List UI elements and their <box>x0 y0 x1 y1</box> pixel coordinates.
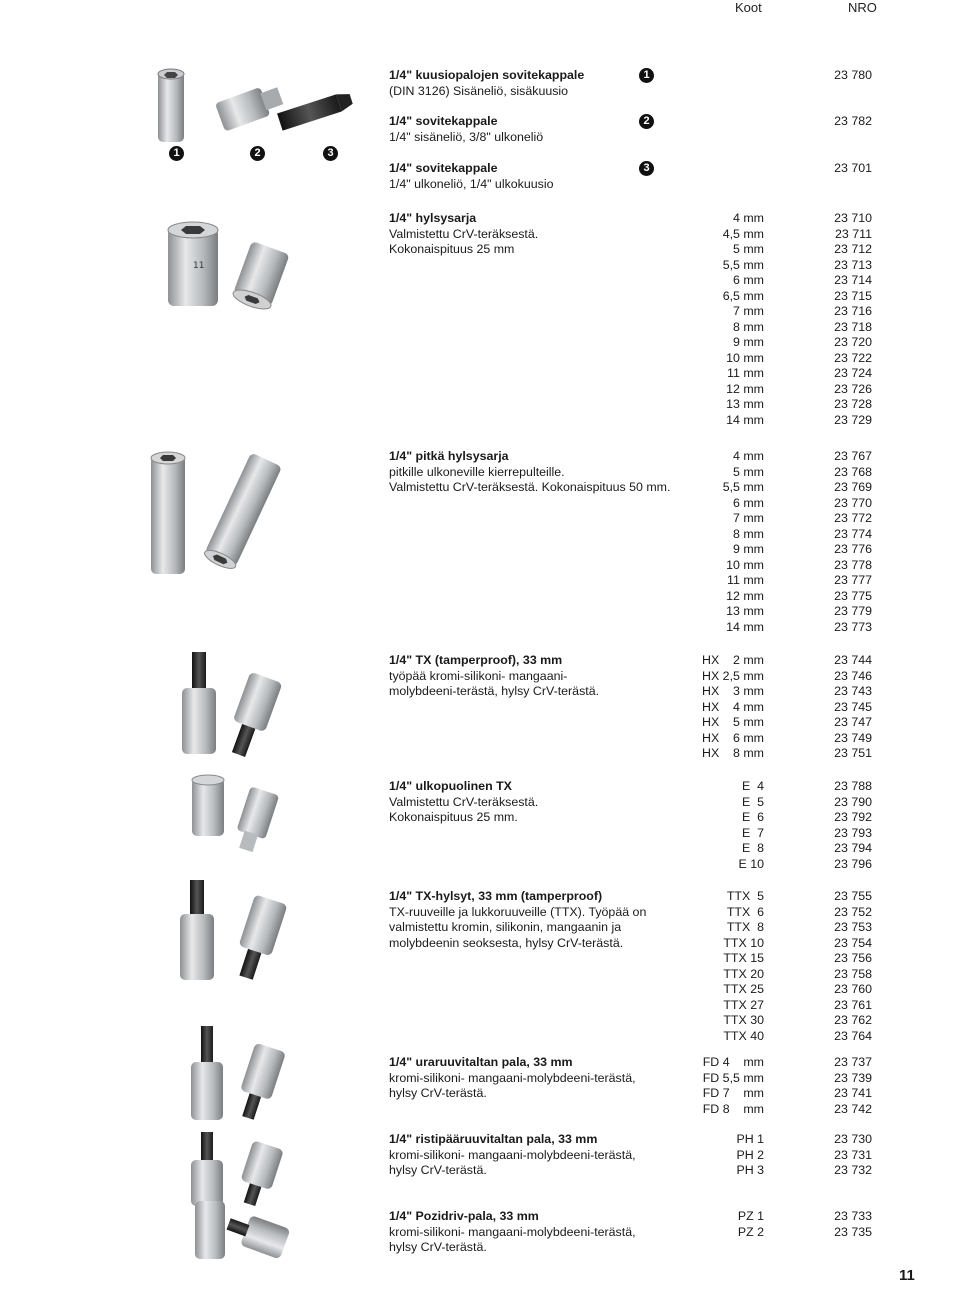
size-cell: 13 mm <box>726 604 764 618</box>
nro-cell: 23 776 <box>834 542 872 556</box>
size-cell: 9 mm <box>733 542 764 556</box>
section-ristipaa-sizes <box>680 1132 764 1179</box>
size-cell: 8 mm <box>733 319 764 334</box>
size-cell: 4 mm <box>733 449 764 463</box>
section-pozidriv-nros <box>800 1209 872 1240</box>
nro-cell: 23 745 <box>834 699 872 714</box>
section-ura-desc <box>389 1055 689 1102</box>
nro-cell: 23 714 <box>834 273 872 287</box>
size-cell: PH 3 <box>736 1163 764 1177</box>
section-tx-tamper-desc <box>389 653 689 700</box>
adapter-3-badge: 3 <box>639 161 654 176</box>
size-cell: 6,5 mm <box>722 288 764 303</box>
size-cell: 10 mm <box>726 350 764 365</box>
section-line: työpää kromi-silikoni- mangaani- <box>389 668 568 683</box>
size-cell: 5,5 mm <box>722 257 764 272</box>
size-cell: HX 2 mm <box>702 653 764 667</box>
section-line: hylsy CrV-terästä. <box>389 1240 487 1254</box>
size-cell: TTX 40 <box>723 1028 764 1043</box>
section-line: molybdeenin seoksesta, hylsy CrV-terästä. <box>389 935 624 950</box>
nro-cell: 23 732 <box>834 1163 872 1177</box>
size-cell: HX 2,5 mm <box>702 668 764 683</box>
size-cell: FD 8 mm <box>702 1101 764 1116</box>
socket-photo <box>162 218 312 313</box>
nro-cell: 23 775 <box>834 588 872 603</box>
column-header-koot: Koot <box>735 0 762 15</box>
nro-cell: 23 773 <box>834 619 872 634</box>
nro-cell: 23 720 <box>834 335 872 349</box>
size-cell: 7 mm <box>733 304 764 318</box>
section-title: 1/4" TX (tamperproof), 33 mm <box>389 653 563 667</box>
nro-cell: 23 742 <box>834 1101 872 1116</box>
section-line: kromi-silikoni- mangaani-molybdeeni-terästä, <box>389 1224 636 1239</box>
adapter-3-title: 1/4" sovitekappale <box>389 161 498 175</box>
nro-cell: 23 764 <box>834 1028 872 1043</box>
size-cell: HX 5 mm <box>702 715 764 729</box>
nro-cell: 23 753 <box>834 920 872 934</box>
socket-size-label: 11 <box>193 261 205 271</box>
nro-cell: 23 716 <box>834 304 872 318</box>
section-hylsysarja-desc <box>389 211 689 258</box>
size-cell: 5 mm <box>733 464 764 479</box>
nro-cell: 23 718 <box>834 319 872 334</box>
size-cell: 11 mm <box>727 366 764 380</box>
page-number: 11 <box>899 1267 915 1284</box>
nro-cell: 23 774 <box>834 526 872 541</box>
section-title: 1/4" ristipääruuvitaltan pala, 33 mm <box>389 1132 598 1146</box>
size-cell: TTX 20 <box>723 966 764 981</box>
adapter-3-nro: 23 701 <box>834 161 872 175</box>
section-line: Valmistettu CrV-teräksestä. <box>389 794 539 809</box>
nro-cell: 23 715 <box>834 288 872 303</box>
size-cell: HX 4 mm <box>702 699 764 714</box>
size-cell: 14 mm <box>726 619 764 634</box>
nro-cell: 23 790 <box>834 794 872 809</box>
size-cell: TTX 5 <box>726 889 764 903</box>
badge-2: 2 <box>250 146 265 161</box>
nro-cell: 23 735 <box>834 1224 872 1239</box>
nro-cell: 23 713 <box>834 257 872 272</box>
size-cell: PH 2 <box>736 1147 764 1162</box>
nro-cell: 23 739 <box>834 1070 872 1085</box>
section-line: kromi-silikoni- mangaani-molybdeeni-terästä, <box>389 1147 636 1162</box>
size-cell: TTX 6 <box>726 904 764 919</box>
nro-cell: 23 710 <box>834 211 872 225</box>
section-title: 1/4" TX-hylsyt, 33 mm (tamperproof) <box>389 889 603 903</box>
pozidriv-bit-photo <box>185 1195 305 1265</box>
section-hylsysarja-nros <box>800 211 872 428</box>
nro-cell: 23 762 <box>834 1013 872 1027</box>
nro-cell: 23 758 <box>834 966 872 981</box>
nro-cell: 23 744 <box>834 653 872 667</box>
nro-cell: 23 724 <box>834 366 872 380</box>
nro-cell: 23 769 <box>834 480 872 494</box>
section-line: Kokonaispituus 25 mm. <box>389 810 518 824</box>
nro-cell: 23 755 <box>834 889 872 903</box>
adapter-1-nro: 23 780 <box>834 68 872 82</box>
section-title: 1/4" uraruuvitaltan pala, 33 mm <box>389 1055 573 1069</box>
section-title: 1/4" hylsysarja <box>389 211 477 225</box>
section-line: molybdeeni-terästä, hylsy CrV-terästä. <box>389 684 600 698</box>
nro-cell: 23 731 <box>834 1147 872 1162</box>
size-cell: E 7 <box>741 825 764 840</box>
section-ristipaa-desc <box>389 1132 689 1179</box>
size-cell: 8 mm <box>733 526 764 541</box>
size-cell: HX 8 mm <box>702 746 764 760</box>
section-pozidriv-sizes <box>680 1209 764 1240</box>
section-ttx-desc <box>389 889 689 951</box>
size-cell: HX 3 mm <box>702 684 764 698</box>
nro-cell: 23 777 <box>834 573 872 587</box>
nro-cell: 23 761 <box>834 997 872 1012</box>
size-cell: 12 mm <box>726 588 764 603</box>
section-ristipaa-nros <box>800 1132 872 1179</box>
size-cell: TTX 15 <box>723 951 764 965</box>
adapter-2-nro: 23 782 <box>834 114 872 128</box>
size-cell: FD 4 mm <box>702 1055 764 1069</box>
nro-cell: 23 747 <box>834 715 872 729</box>
size-cell: 14 mm <box>726 412 764 427</box>
size-cell: 9 mm <box>733 335 764 349</box>
size-cell: HX 6 mm <box>702 730 764 745</box>
nro-cell: 23 793 <box>834 825 872 840</box>
nro-cell: 23 767 <box>834 449 872 463</box>
section-ttx-nros <box>800 889 872 1044</box>
nro-cell: 23 770 <box>834 495 872 510</box>
nro-cell: 23 756 <box>834 951 872 965</box>
size-cell: 11 mm <box>727 573 764 587</box>
nro-cell: 23 788 <box>834 779 872 793</box>
nro-cell: 23 778 <box>834 557 872 572</box>
long-socket-photo <box>145 448 295 578</box>
size-cell: 12 mm <box>726 381 764 396</box>
section-tx-tamper-sizes <box>680 653 764 762</box>
badge-1: 1 <box>169 146 184 161</box>
size-cell: TTX 25 <box>723 982 764 996</box>
nro-cell: 23 726 <box>834 381 872 396</box>
nro-cell: 23 711 <box>835 226 872 241</box>
section-pitka-nros <box>800 449 872 635</box>
section-line: hylsy CrV-terästä. <box>389 1163 487 1177</box>
adapters-photo <box>150 62 360 152</box>
size-cell: 10 mm <box>726 557 764 572</box>
adapter-1-badge: 1 <box>639 68 654 83</box>
section-hylsysarja-sizes <box>680 211 764 428</box>
section-title: 1/4" pitkä hylsysarja <box>389 449 509 463</box>
section-title: 1/4" Pozidriv-pala, 33 mm <box>389 1209 539 1223</box>
adapter-1-sub: (DIN 3126) Sisäneliö, sisäkuusio <box>389 83 569 98</box>
ttx-bit-photo <box>170 878 310 988</box>
size-cell: TTX 27 <box>723 997 764 1012</box>
adapter-3-sub: 1/4" ulkoneliö, 1/4" ulkokuusio <box>389 176 554 191</box>
size-cell: TTX 10 <box>723 935 764 950</box>
nro-cell: 23 796 <box>834 856 872 871</box>
size-cell: PH 1 <box>736 1132 764 1146</box>
size-cell: E 5 <box>741 794 764 809</box>
nro-cell: 23 737 <box>834 1055 872 1069</box>
section-ttx-sizes <box>680 889 764 1044</box>
size-cell: 4 mm <box>733 211 764 225</box>
section-ulkopuolinen-sizes <box>680 779 764 872</box>
section-pozidriv-desc <box>389 1209 689 1256</box>
size-cell: FD 5,5 mm <box>702 1070 764 1085</box>
section-line: TX-ruuveille ja lukkoruuveille (TTX). Työpää on <box>389 904 647 919</box>
nro-cell: 23 792 <box>834 810 872 824</box>
size-cell: PZ 1 <box>737 1209 764 1223</box>
section-pitka-desc <box>389 449 689 496</box>
size-cell: 13 mm <box>726 397 764 411</box>
size-cell: E 10 <box>738 856 764 871</box>
section-tx-tamper-nros <box>800 653 872 762</box>
nro-cell: 23 794 <box>834 841 872 855</box>
nro-cell: 23 733 <box>834 1209 872 1223</box>
section-ulkopuolinen-nros <box>800 779 872 872</box>
section-ura-sizes <box>680 1055 764 1117</box>
section-line: valmistettu kromin, silikonin, mangaanin ja <box>389 920 622 934</box>
nro-cell: 23 772 <box>834 511 872 525</box>
section-line: Valmistettu CrV-teräksestä. <box>389 226 539 241</box>
adapter-2-badge: 2 <box>639 114 654 129</box>
section-line: Valmistettu CrV-teräksestä. Kokonaispituus 50 mm. <box>389 480 671 494</box>
size-cell: E 8 <box>741 841 764 855</box>
size-cell: 5,5 mm <box>722 480 764 494</box>
adapter-1-title: 1/4" kuusiopalojen sovitekappale <box>389 68 585 82</box>
nro-cell: 23 743 <box>834 684 872 698</box>
nro-cell: 23 751 <box>834 746 872 760</box>
nro-cell: 23 752 <box>834 904 872 919</box>
nro-cell: 23 712 <box>834 242 872 256</box>
size-cell: TTX 30 <box>723 1013 764 1027</box>
nro-cell: 23 754 <box>834 935 872 950</box>
size-cell: 6 mm <box>733 495 764 510</box>
nro-cell: 23 722 <box>834 350 872 365</box>
nro-cell: 23 729 <box>834 412 872 427</box>
size-cell: TTX 8 <box>726 920 764 934</box>
section-pitka-sizes <box>680 449 764 635</box>
tx-bit-photo <box>170 648 300 763</box>
section-line: Kokonaispituus 25 mm <box>389 242 515 256</box>
nro-cell: 23 746 <box>834 668 872 683</box>
size-cell: 4,5 mm <box>722 226 764 241</box>
size-cell: 5 mm <box>733 242 764 256</box>
section-ulkopuolinen-desc <box>389 779 689 826</box>
size-cell: E 4 <box>741 779 764 793</box>
size-cell: FD 7 mm <box>702 1086 764 1100</box>
section-title: 1/4" ulkopuolinen TX <box>389 779 512 793</box>
column-header-nro: NRO <box>848 0 877 15</box>
section-ura-nros <box>800 1055 872 1117</box>
nro-cell: 23 728 <box>834 397 872 411</box>
slotted-bit-photo <box>185 1024 295 1124</box>
ext-torx-photo <box>182 772 292 862</box>
section-line: pitkille ulkoneville kierrepulteille. <box>389 464 565 479</box>
size-cell: E 6 <box>741 810 764 824</box>
nro-cell: 23 749 <box>834 730 872 745</box>
adapter-2-title: 1/4" sovitekappale <box>389 114 498 128</box>
nro-cell: 23 730 <box>834 1132 872 1146</box>
section-line: kromi-silikoni- mangaani-molybdeeni-terästä, <box>389 1070 636 1085</box>
section-line: hylsy CrV-terästä. <box>389 1086 487 1100</box>
nro-cell: 23 741 <box>834 1086 872 1100</box>
size-cell: 6 mm <box>733 273 764 287</box>
nro-cell: 23 760 <box>834 982 872 996</box>
size-cell: PZ 2 <box>737 1224 764 1239</box>
size-cell: 7 mm <box>733 511 764 525</box>
nro-cell: 23 768 <box>834 464 872 479</box>
adapter-2-sub: 1/4" sisäneliö, 3/8" ulkoneliö <box>389 129 544 144</box>
badge-3: 3 <box>323 146 338 161</box>
nro-cell: 23 779 <box>834 604 872 618</box>
